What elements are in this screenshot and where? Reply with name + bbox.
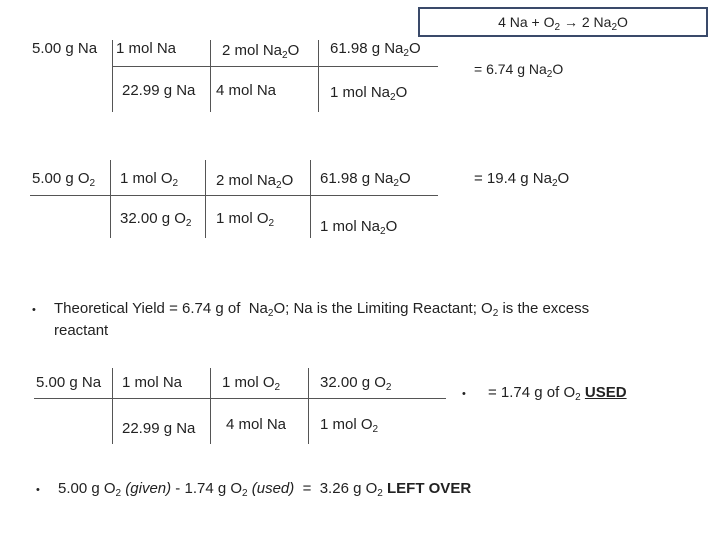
leftover-label: LEFT OVER <box>386 480 472 497</box>
reaction-equation-box <box>418 7 708 37</box>
calc1-given: 5.00 g Na <box>32 40 98 57</box>
calc3-result-emphasis: USED <box>584 384 627 401</box>
calc2-top-c2: 1 mol $O_2$ <box>120 170 179 189</box>
summary-bullet: • <box>32 304 36 316</box>
leftover-line: 5.00 g $O_2$ (given) - 1.74 g $O_2$ (used) = 3.26 g $O_2$ LEFT OVER <box>58 480 472 499</box>
calc1-bottom-c2: 22.99 g Na <box>122 82 196 99</box>
calc3-top-c2: 1 mol Na <box>122 374 183 391</box>
calc2-divider-3 <box>310 160 311 238</box>
leftover-bullet: • <box>36 484 40 496</box>
calc3-given: 5.00 g Na <box>36 374 102 391</box>
calc2-divider-1 <box>110 160 111 238</box>
calc1-bottom-c3: 4 mol Na <box>216 82 277 99</box>
calc2-bottom-c3: 1 mol $O_2$ <box>216 210 275 229</box>
calc1-top-c3: 2 mol $Na_2O$ <box>222 42 300 61</box>
calc3-divider-3 <box>308 368 309 444</box>
calc3-bottom-c4: 1 mol $O_2$ <box>320 416 379 435</box>
calc1-divider-1 <box>112 40 113 112</box>
summary-line-2: reactant <box>54 322 109 339</box>
calc3-bottom-c3: 4 mol Na <box>226 416 287 433</box>
calc1-result: = 6.74 g $Na_2O$ <box>474 61 564 80</box>
calc2-fraction-line <box>30 195 438 196</box>
calc2-bottom-c2: 32.00 g $O_2$ <box>120 210 192 229</box>
calc3-bottom-c2: 22.99 g Na <box>122 420 196 437</box>
calc3-fraction-line <box>34 398 446 399</box>
summary-line-1: Theoretical Yield = 6.74 g of $Na_2O$; Na is the Limiting Reactant; $O_2$ is the excess <box>54 300 590 319</box>
leftover-used: (used) <box>251 480 295 497</box>
calc3-divider-2 <box>210 368 211 444</box>
calc1-divider-3 <box>318 40 319 112</box>
reaction-equation: 4 $Na + O_2 \to 2$ $Na_2O$ <box>498 14 628 33</box>
calc2-top-c3: 2 mol $Na_2O$ <box>216 172 294 191</box>
calc3-bullet: • <box>462 388 466 400</box>
calc1-divider-2 <box>210 40 211 112</box>
calc2-top-c4: 61.98 g $Na_2O$ <box>320 170 411 189</box>
calc2-given: 5.00 g $O_2$ <box>32 170 96 189</box>
calc1-top-c4: 61.98 g $Na_2O$ <box>330 40 421 59</box>
calc1-top-c2: 1 mol Na <box>116 40 177 57</box>
calc3-top-c4: 32.00 g $O_2$ <box>320 374 392 393</box>
calc2-result: = 19.4 g $Na_2O$ <box>474 170 570 189</box>
calc1-bottom-c4: 1 mol $Na_2O$ <box>330 84 408 103</box>
calc2-bottom-c4: 1 mol $Na_2O$ <box>320 218 398 237</box>
calc1-fraction-line <box>112 66 438 67</box>
calc3-result: = 1.74 g of $O_2$ USED <box>488 384 627 403</box>
calc3-divider-1 <box>112 368 113 444</box>
calc3-top-c3: 1 mol $O_2$ <box>222 374 281 393</box>
leftover-given: (given) <box>125 480 172 497</box>
calc2-divider-2 <box>205 160 206 238</box>
